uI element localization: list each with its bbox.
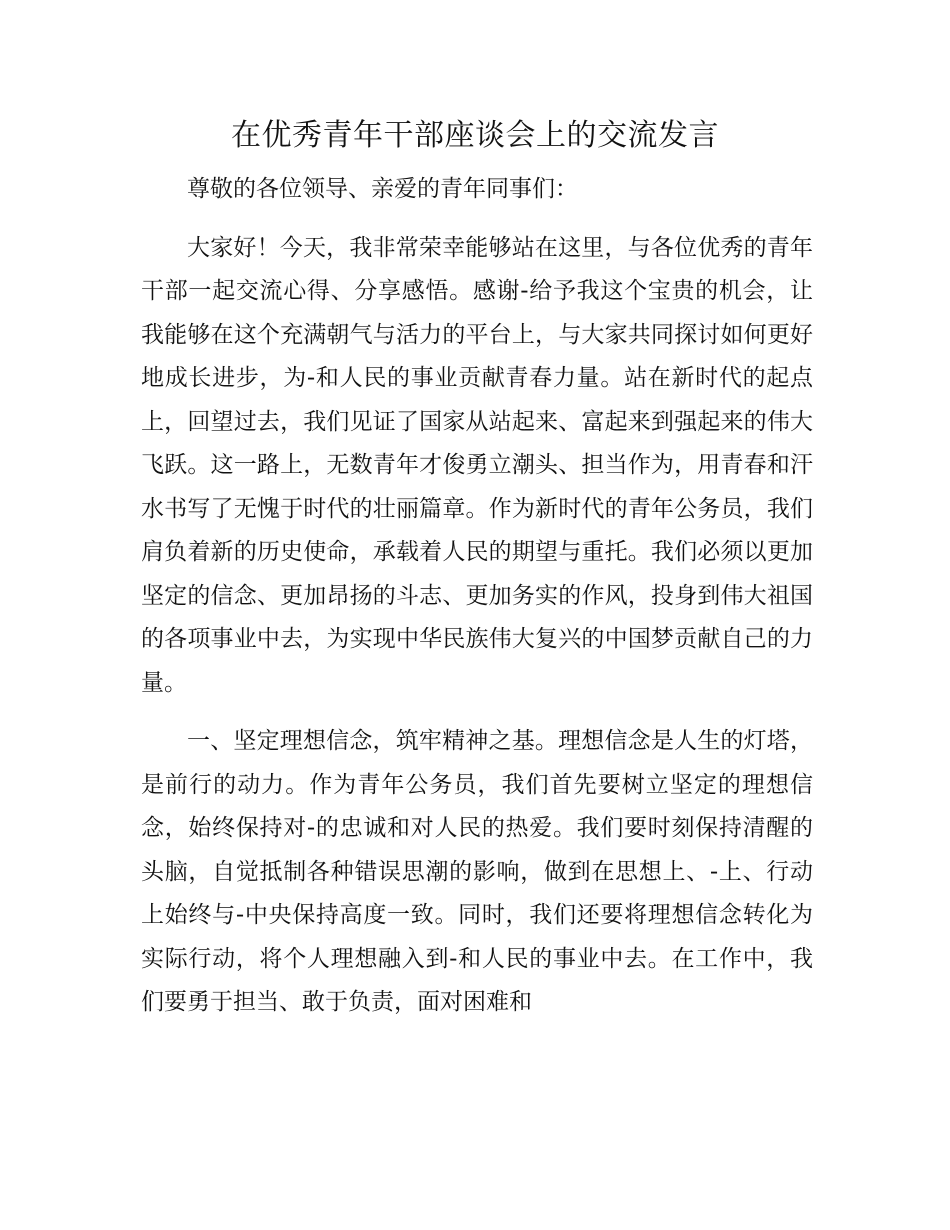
document-title: 在优秀青年干部座谈会上的交流发言 xyxy=(231,118,719,153)
paragraph-section-one: 一、坚定理想信念，筑牢精神之基。理想信念是人生的灯塔，是前行的动力。作为青年公务员，我们首先要树立坚定的理想信念，始终保持对-的忠诚和对人民的热爱。我们要时刻保持清醒的头脑，自觉抵制各种错误思潮的影响，做到在思想上、-上、行动上始终与-中央保持高度一致。同时，我们还要将理想信念转化为实际行动，将个人理想融入到-和人民的事业中去。在工作中，我们要勇于担当、敢于负责，面对困难和 xyxy=(141,728,813,1015)
paragraph-intro: 大家好！今天，我非常荣幸能够站在这里，与各位优秀的青年干部一起交流心得、分享感悟。感谢-给予我这个宝贵的机会，让我能够在这个充满朝气与活力的平台上，与大家共同探讨如何更好地成长进步，为-和人民的事业贡献青春力量。站在新时代的起点上，回望过去，我们见证了国家从站起来、富起来到强起来的伟大飞跃。这一路上，无数青年才俊勇立潮头、担当作为，用青春和汗水书写了无愧于时代的壮丽篇章。作为新时代的青年公务员，我们肩负着新的历史使命，承载着人民的期望与重托。我们必须以更加坚定的信念、更加昂扬的斗志、更加务实的作风，投身到伟大祖国的各项事业中去，为实现中华民族伟大复兴的中国梦贡献自己的力量。 xyxy=(141,234,813,696)
document-body xyxy=(141,168,813,1040)
salutation: 尊敬的各位领导、亲爱的青年同事们： xyxy=(187,176,578,202)
